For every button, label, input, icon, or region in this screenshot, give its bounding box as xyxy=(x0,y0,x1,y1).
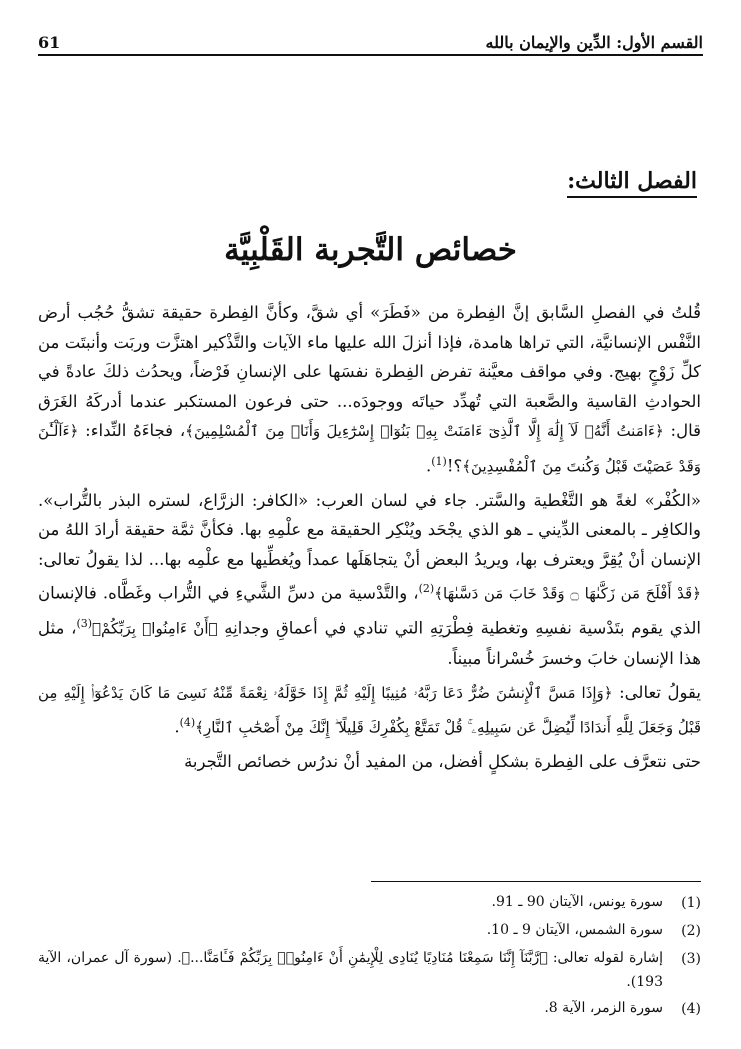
quran-quote: ﴿ءَآلْـَٰٔنَ وَقَدْ عَصَيْتَ قَبْلُ وَكُنتَ مِنَ ٱلْمُفْسِدِينَ﴾ xyxy=(38,422,701,475)
footnote-text: إشارة لقوله تعالى: ﴿رَّبَّنَآ إِنَّنَا سَمِعْنَا مُنَادِيًا يُنَادِى لِلْإِيمَٰنِ أَنْ ءَامِنُوا۟ بِرَبِّكُمْ فَـَٔامَنَّا...﴾. (سورة آل عمران، الآية 193). xyxy=(38,950,663,990)
paragraph xyxy=(38,747,701,777)
footnote-reference[interactable]: (4) xyxy=(179,716,196,729)
footnote-number: (3) xyxy=(681,951,701,967)
footnote-text: سورة الشمس، الآيتان 9 ـ 10. xyxy=(486,922,663,938)
paragraph-text: قُلتُ في الفصلِ السَّابق إنَّ الفِطرة من «فَطَرَ» أي شقَّ، وكأنَّ الفِطرة حقيقة تشقُّ حُجُب أرض النَّفْس الإنسانيَّة، التي تراها هامدة، فإذا أنزلَ الله عليها ماء الآيات والتَّذْكير اهتزَّت وربَت وأنبتَت من كلِّ زَوْجٍ بهيج. وفي مواقف معيَّنة تفرض الفِطرة نفسَها على الإنسانِ فَرْضاً، ويحدُث ذلكَ عادةً في الحوادثِ القاسية والصَّعبة التي تُهدِّد حياتَه ووجودَه... حتى فرعون المستكبر عندما أدركَهُ الغَرَق قال: xyxy=(38,303,701,440)
footnote-reference[interactable]: (3) xyxy=(76,617,93,630)
paragraph-text: «الكُفْر» لغةً هو التَّغْطية والسَّتر. جاء في لسان العرب: «الكافر: الزرَّاع، لستره البذر بالتُّراب». والكافِر ـ بالمعنى الدِّيني ـ هو الذي يجْحَد ويُنْكِر الحقيقة مع علْمِهِ بها. فكأنَّ ثمَّة حقيقة أرادَ اللهُ من الإنسان أنْ يُقِرَّ ويعترف بها، ويريدُ البعض أنْ يتجاهَلَها عمداً ويُغطِّيها مع علْمِه بها... لذا يقولُ تعالى: xyxy=(38,490,701,569)
quran-quote: ﴿وَإِذَا مَسَّ ٱلْإِنسَٰنَ ضُرٌّ دَعَا رَبَّهُۥ مُنِيبًا إِلَيْهِ ثُمَّ إِذَا خَوَّلَهُۥ نِعْمَةً مِّنْهُ نَسِىَ مَا كَانَ يَدْعُوٓا۟ إِلَيْهِ مِن قَبْلُ وَجَعَلَ لِلَّهِ أَندَادًا لِّيُضِلَّ عَن سَبِيلِهِۦ ۚ قُلْ تَمَتَّعْ بِكُفْرِكَ قَلِيلًا ۖ إِنَّكَ مِنْ أَصْحَٰبِ ٱلنَّارِ﴾ xyxy=(38,683,701,737)
paragraph xyxy=(38,298,701,482)
paragraph-text: . xyxy=(174,717,180,737)
running-title: القسم الأول: الدِّين والإيمان بالله xyxy=(485,33,703,52)
paragraph-text: ؟! xyxy=(446,456,463,475)
paragraph-text: ، مثل هذا الإنسان خابَ وخسرَ خُسْراناً مبيناً. xyxy=(38,618,701,668)
quran-quote: ﴿قَدْ أَفْلَحَ مَن زَكَّىٰهَا ۝ وَقَدْ خَابَ مَن دَسَّىٰهَا﴾ xyxy=(434,584,702,603)
paragraph-text: يقولُ تعالى: xyxy=(612,682,701,702)
paragraph-text: . xyxy=(426,456,432,475)
footnote-reference[interactable]: (1) xyxy=(431,454,447,468)
quran-quote: ﴿ءَامَنتُ أَنَّهُۥ لَآ إِلَٰهَ إِلَّا ٱلَّذِىٓ ءَامَنَتْ بِهِۦ بَنُوٓا۟ إِسْرَٰٓءِيلَ وَأَنَا۠ مِنَ ٱلْمُسْلِمِينَ﴾ xyxy=(185,422,664,440)
footnote-number: (1) xyxy=(681,895,701,911)
chapter-label: الفصل الثالث: xyxy=(567,168,697,198)
paragraph-text: ، والتَّدْسية من دسِّ الشَّيءِ في التُّراب وغَطَّاه. فالإنسان الذي يقوم بتَدْسية نفسِهِ وتغطية فِطْرَتِهِ التي تنادي في أعماقِ وجدانِهِ xyxy=(38,583,701,638)
footnote-item xyxy=(38,946,701,994)
footnote-number: (4) xyxy=(681,1001,701,1017)
running-header xyxy=(38,26,703,52)
footnotes xyxy=(38,890,701,1024)
paragraph xyxy=(38,678,701,744)
footnote-item xyxy=(38,890,701,916)
footnote-item xyxy=(38,918,701,944)
paragraph-text: ، فجاءَهُ النِّداء: xyxy=(78,421,186,440)
footnote-reference[interactable]: (2) xyxy=(418,582,435,595)
paragraph-text: حتى نتعرَّف على الفِطرة بشكلٍ أفضل، من المفيد أنْ ندرُس خصائص التَّجربة xyxy=(184,752,701,771)
paragraph xyxy=(38,486,701,674)
footnote-text: سورة الزمر، الآية 8. xyxy=(544,1000,663,1016)
header-rule xyxy=(38,54,703,56)
footnote-item xyxy=(38,996,701,1022)
page-number: 61 xyxy=(38,33,61,52)
body-text xyxy=(38,298,701,781)
chapter-title: خصائص التَّجربة القَلْبِيَّة xyxy=(224,232,517,268)
quran-quote: ﴿أَنْ ءَامِنُوا۟ بِرَبِّكُمْ﴾ xyxy=(92,619,218,638)
footnote-text: سورة يونس، الآيتان 90 ـ 91. xyxy=(491,894,663,910)
footnote-rule xyxy=(371,881,701,882)
footnote-number: (2) xyxy=(681,923,701,939)
